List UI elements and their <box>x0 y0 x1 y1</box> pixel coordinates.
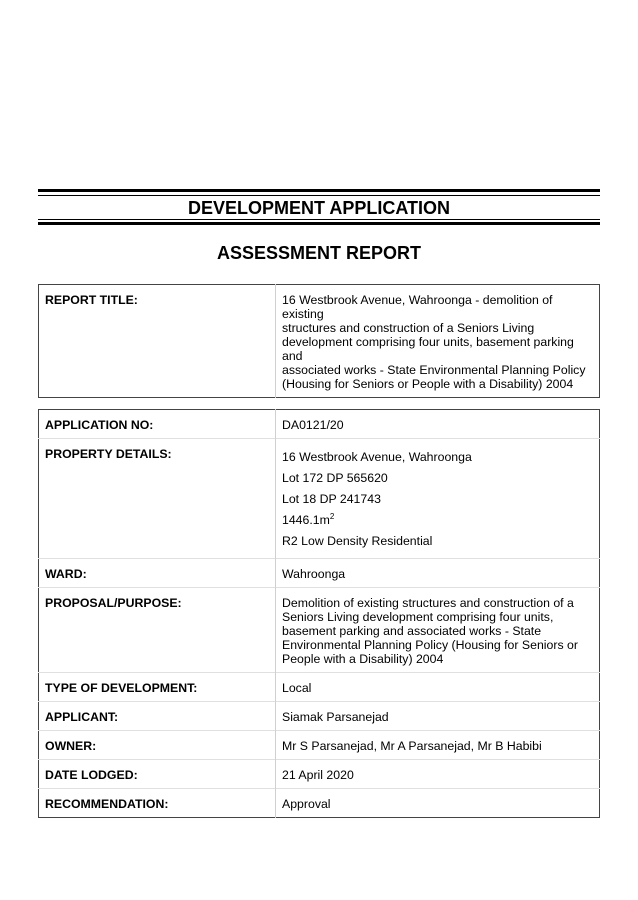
report-title-line: associated works - State Environmental Planning Policy <box>282 363 586 377</box>
bottom-rule-thin <box>38 219 600 220</box>
report-title-line: structures and construction of a Seniors Living <box>282 321 535 335</box>
document-title: DEVELOPMENT APPLICATION <box>187 198 450 218</box>
property-details-label: PROPERTY DETAILS: <box>39 439 276 559</box>
report-title-table <box>38 284 600 398</box>
proposal-line: Seniors Living development comprising four units, <box>282 610 554 624</box>
report-title-value <box>276 285 600 398</box>
bottom-rule-thick <box>38 222 600 225</box>
property-area <box>282 510 593 531</box>
proposal-value <box>276 588 600 673</box>
property-details-value <box>276 439 600 559</box>
applicant-label: APPLICANT: <box>39 702 276 731</box>
table-row <box>39 760 600 789</box>
property-area-value: 1446.1m <box>282 513 330 527</box>
top-rule-thin <box>38 195 600 196</box>
table-row <box>39 559 600 588</box>
recommendation-value: Approval <box>276 789 600 818</box>
recommendation-label: RECOMMENDATION: <box>39 789 276 818</box>
property-lot: Lot 18 DP 241743 <box>282 492 381 506</box>
ward-label: WARD: <box>39 559 276 588</box>
property-address: 16 Westbrook Avenue, Wahroonga <box>282 450 472 464</box>
date-lodged-value: 21 April 2020 <box>276 760 600 789</box>
proposal-line: Demolition of existing structures and construction of a <box>282 596 574 610</box>
development-type-label: TYPE OF DEVELOPMENT: <box>39 673 276 702</box>
applicant-value: Siamak Parsanejad <box>276 702 600 731</box>
report-title-line: development comprising four units, basement parking and <box>282 335 574 363</box>
owner-label: OWNER: <box>39 731 276 760</box>
ward-value: Wahroonga <box>276 559 600 588</box>
property-lot: Lot 172 DP 565620 <box>282 471 388 485</box>
table-row <box>39 439 600 559</box>
table-row <box>39 410 600 439</box>
report-title-line: (Housing for Seniors or People with a Disability) 2004 <box>282 377 574 391</box>
owner-value: Mr S Parsanejad, Mr A Parsanejad, Mr B Habibi <box>276 731 600 760</box>
report-title-line: 16 Westbrook Avenue, Wahroonga - demolition of existing <box>282 293 553 321</box>
table-row <box>39 731 600 760</box>
proposal-line: People with a Disability) 2004 <box>282 652 444 666</box>
top-rule-thick <box>38 189 600 192</box>
property-zoning: R2 Low Density Residential <box>282 534 433 548</box>
application-no-label: APPLICATION NO: <box>45 418 154 432</box>
table-row <box>39 702 600 731</box>
proposal-label: PROPOSAL/PURPOSE: <box>39 588 276 673</box>
application-no-value: DA0121/20 <box>276 410 600 439</box>
application-details-table <box>38 409 600 818</box>
table-row <box>39 673 600 702</box>
proposal-line: basement parking and associated works - State <box>282 624 542 638</box>
development-type-value: Local <box>276 673 600 702</box>
table-row <box>39 789 600 818</box>
proposal-line: Environmental Planning Policy (Housing for Seniors or <box>282 638 578 652</box>
date-lodged-label: DATE LODGED: <box>39 760 276 789</box>
document-subtitle: ASSESSMENT REPORT <box>216 243 422 263</box>
table-row <box>39 588 600 673</box>
report-title-label: REPORT TITLE: <box>45 293 138 307</box>
property-area-unit-superscript: 2 <box>329 511 335 521</box>
